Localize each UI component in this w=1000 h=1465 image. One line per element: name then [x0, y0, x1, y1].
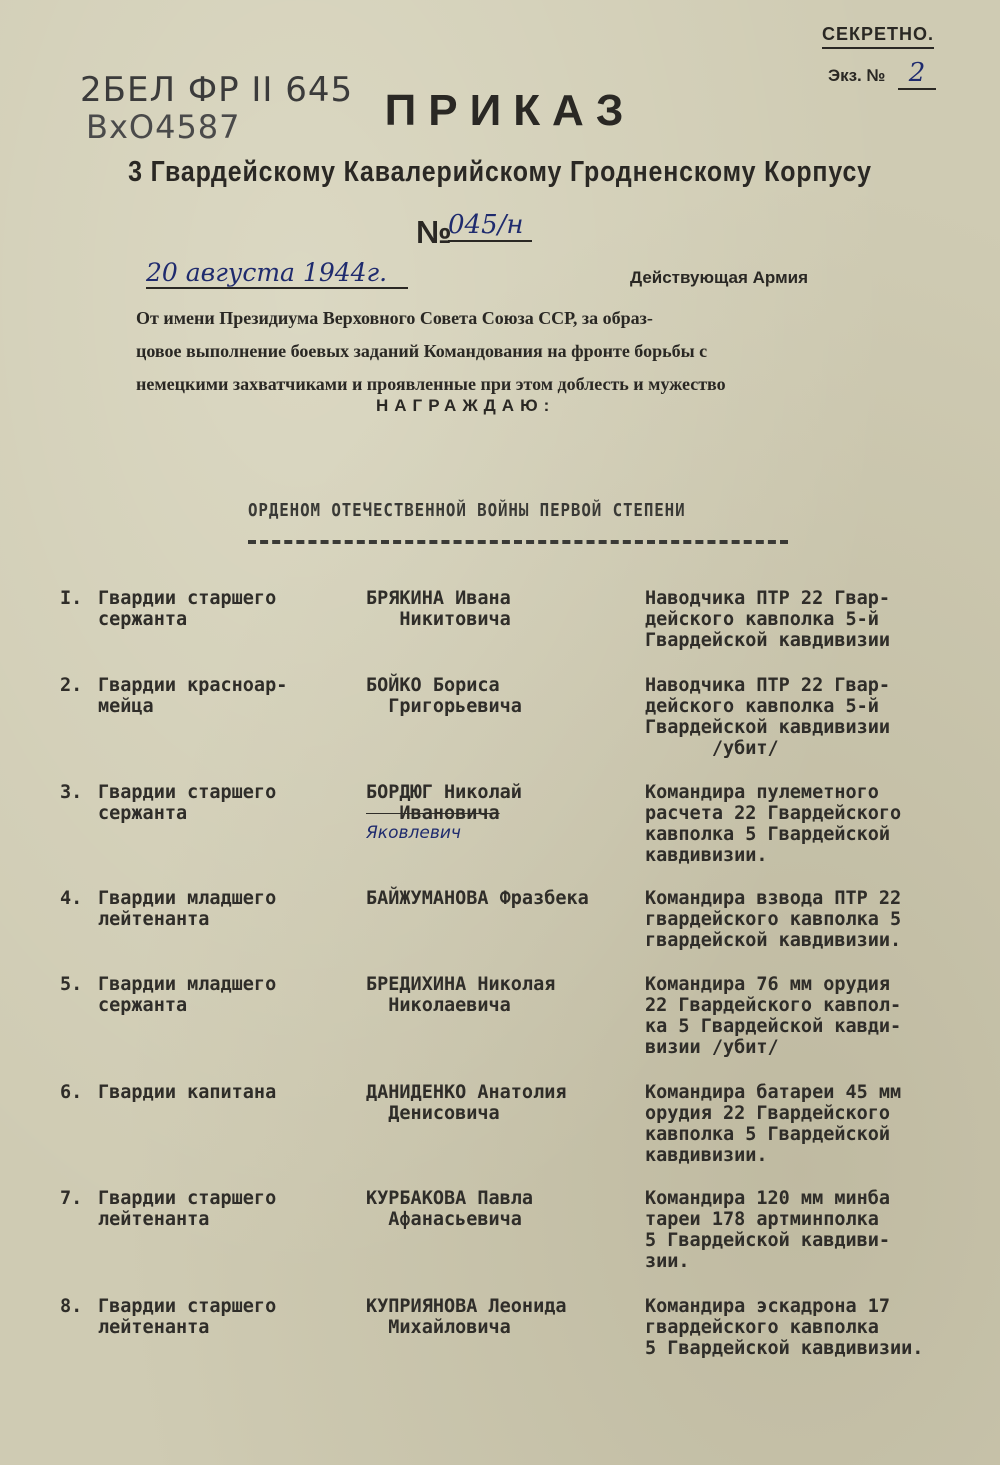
text-line: Гвардейской кавдивизии [645, 717, 891, 738]
text-line: орудия 22 Гвардейского [645, 1103, 891, 1124]
copy-number-label: Экз. № [828, 66, 886, 85]
awardee-number: 4. [60, 888, 83, 909]
awardee-rank [98, 782, 318, 824]
text-line: /убит/ [645, 738, 779, 759]
text-line: сержанта [98, 995, 188, 1016]
copy-number: 2 [898, 58, 936, 90]
awardee-name [366, 974, 636, 1016]
awardee-rank [98, 675, 318, 717]
text-line: Гвардии старшего [98, 1188, 277, 1209]
text-line: БОЙКО Бориса [366, 675, 500, 696]
text-line: Гвардии красноар- [98, 675, 288, 696]
text-line: Гвардии младшего [98, 974, 277, 995]
awardee-number: 8. [60, 1296, 83, 1317]
text-line: кавполка 5 Гвардейской [645, 1124, 891, 1145]
text-line: Михайловича [366, 1317, 511, 1338]
text-line: Гвардейской кавдивизии [645, 630, 891, 651]
order-number: 045/н [448, 210, 532, 242]
preamble-line: От имени Президиума Верховного Совета Союза ССР, за образ- [136, 308, 653, 328]
text-line: гвардейской кавдивизии. [645, 930, 902, 951]
awardee-rank [98, 1082, 318, 1103]
order-title: ПРИКАЗ [384, 86, 636, 135]
text-line: визии /убит/ [645, 1037, 779, 1058]
text-line: БОРДЮГ Николай [366, 782, 522, 803]
text-line: дейского кавполка 5-й [645, 609, 879, 630]
text-line: зии. [645, 1251, 690, 1272]
text-line: 22 Гвардейского кавпол- [645, 995, 902, 1016]
preamble [136, 302, 826, 401]
text-line: КУПРИЯНОВА Леонида [366, 1296, 567, 1317]
awardee-rank [98, 1188, 318, 1230]
awardee-position [645, 888, 965, 951]
awardee-position [645, 1296, 965, 1359]
awardee-name [366, 588, 636, 630]
text-line: лейтенанта [98, 1317, 210, 1338]
awardee-name [366, 782, 636, 844]
section-title: ОРДЕНОМ ОТЕЧЕСТВЕННОЙ ВОЙНЫ ПЕРВОЙ СТЕПЕНИ [248, 500, 686, 521]
preamble-line: немецкими захватчиками и проявленные при этом доблесть и мужество [136, 374, 726, 394]
text-line: гвардейского кавполка 5 [645, 909, 902, 930]
text-line: ка 5 Гвардейской кавди- [645, 1016, 902, 1037]
text-line: Гвардии младшего [98, 888, 277, 909]
awardee-name [366, 1296, 636, 1338]
text-line: Гвардии старшего [98, 588, 277, 609]
text-line: Наводчика ПТР 22 Гвар- [645, 675, 891, 696]
awardee-number: 7. [60, 1188, 83, 1209]
text-line: ДАНИДЕНКО Анатолия [366, 1082, 567, 1103]
text-line: тареи 178 артминполка [645, 1209, 879, 1230]
awardee-position [645, 588, 965, 651]
text-line: Командира взвода ПТР 22 [645, 888, 902, 909]
archive-mark-line1: 2БЕЛ ФР II 645 [80, 70, 354, 110]
section-divider [248, 540, 788, 544]
awardee-position [645, 1188, 965, 1272]
handwritten-correction: Яковлевич [366, 823, 461, 843]
text-line: гвардейского кавполка [645, 1317, 879, 1338]
awardee-rank [98, 588, 318, 630]
text-line: БРЯКИНА Ивана [366, 588, 511, 609]
order-subtitle: 3 Гвардейскому Кавалерийскому Гродненскому Корпусу [128, 156, 872, 188]
text-line: дейского кавполка 5-й [645, 696, 879, 717]
awardee-rank [98, 888, 318, 930]
awardee-number: 5. [60, 974, 83, 995]
archive-mark-line2: ВхО4587 [86, 108, 241, 146]
text-line: Наводчика ПТР 22 Гвар- [645, 588, 891, 609]
awardee-name [366, 675, 636, 717]
awardee-name [366, 1082, 636, 1124]
order-date: 20 августа 1944г. [146, 258, 408, 289]
text-line: лейтенанта [98, 1209, 210, 1230]
text-line: Ивановича [366, 803, 500, 824]
text-line: Командира 120 мм минба [645, 1188, 891, 1209]
text-line: сержанта [98, 609, 188, 630]
awardee-number: 6. [60, 1082, 83, 1103]
text-line: Николаевича [366, 995, 511, 1016]
text-line: сержанта [98, 803, 188, 824]
text-line: Афанасьевича [366, 1209, 522, 1230]
text-line: Командира 76 мм орудия [645, 974, 891, 995]
text-line: БРЕДИХИНА Николая [366, 974, 556, 995]
text-line: БАЙЖУМАНОВА Фразбека [366, 888, 589, 909]
text-line: Григорьевича [366, 696, 522, 717]
text-line: кавдивизии. [645, 1145, 768, 1166]
order-number-prefix: № [416, 214, 452, 250]
awardee-name [366, 888, 636, 909]
text-line: расчета 22 Гвардейского [645, 803, 902, 824]
award-verb: НАГРАЖДАЮ: [376, 396, 556, 415]
text-line: Командира эскадрона 17 [645, 1296, 891, 1317]
text-line: кавдивизии. [645, 845, 768, 866]
text-line: КУРБАКОВА Павла [366, 1188, 534, 1209]
army-label: Действующая Армия [630, 268, 809, 287]
awardee-rank [98, 974, 318, 1016]
text-line: Командира пулеметного [645, 782, 879, 803]
text-line: Денисовича [366, 1103, 500, 1124]
text-line: Гвардии капитана [98, 1082, 277, 1103]
awardee-position [645, 974, 965, 1058]
secrecy-stamp: СЕКРЕТНО. [822, 24, 934, 49]
awardee-rank [98, 1296, 318, 1338]
awardee-number: 2. [60, 675, 83, 696]
preamble-line: цовое выполнение боевых заданий Командования на фронте борьбы с [136, 341, 708, 361]
text-line: Командира батареи 45 мм [645, 1082, 902, 1103]
text-line: кавполка 5 Гвардейской [645, 824, 891, 845]
awardee-position [645, 675, 965, 759]
text-line: мейца [98, 696, 154, 717]
text-line: Никитовича [366, 609, 511, 630]
text-line: 5 Гвардейской кавдивизии. [645, 1338, 924, 1359]
awardee-position [645, 782, 965, 866]
text-line: 5 Гвардейской кавдиви- [645, 1230, 891, 1251]
text-line: Гвардии старшего [98, 782, 277, 803]
awardee-number: I. [60, 588, 83, 609]
awardee-number: 3. [60, 782, 83, 803]
awardee-position [645, 1082, 965, 1166]
text-line: Гвардии старшего [98, 1296, 277, 1317]
text-line: лейтенанта [98, 909, 210, 930]
awardee-name [366, 1188, 636, 1230]
